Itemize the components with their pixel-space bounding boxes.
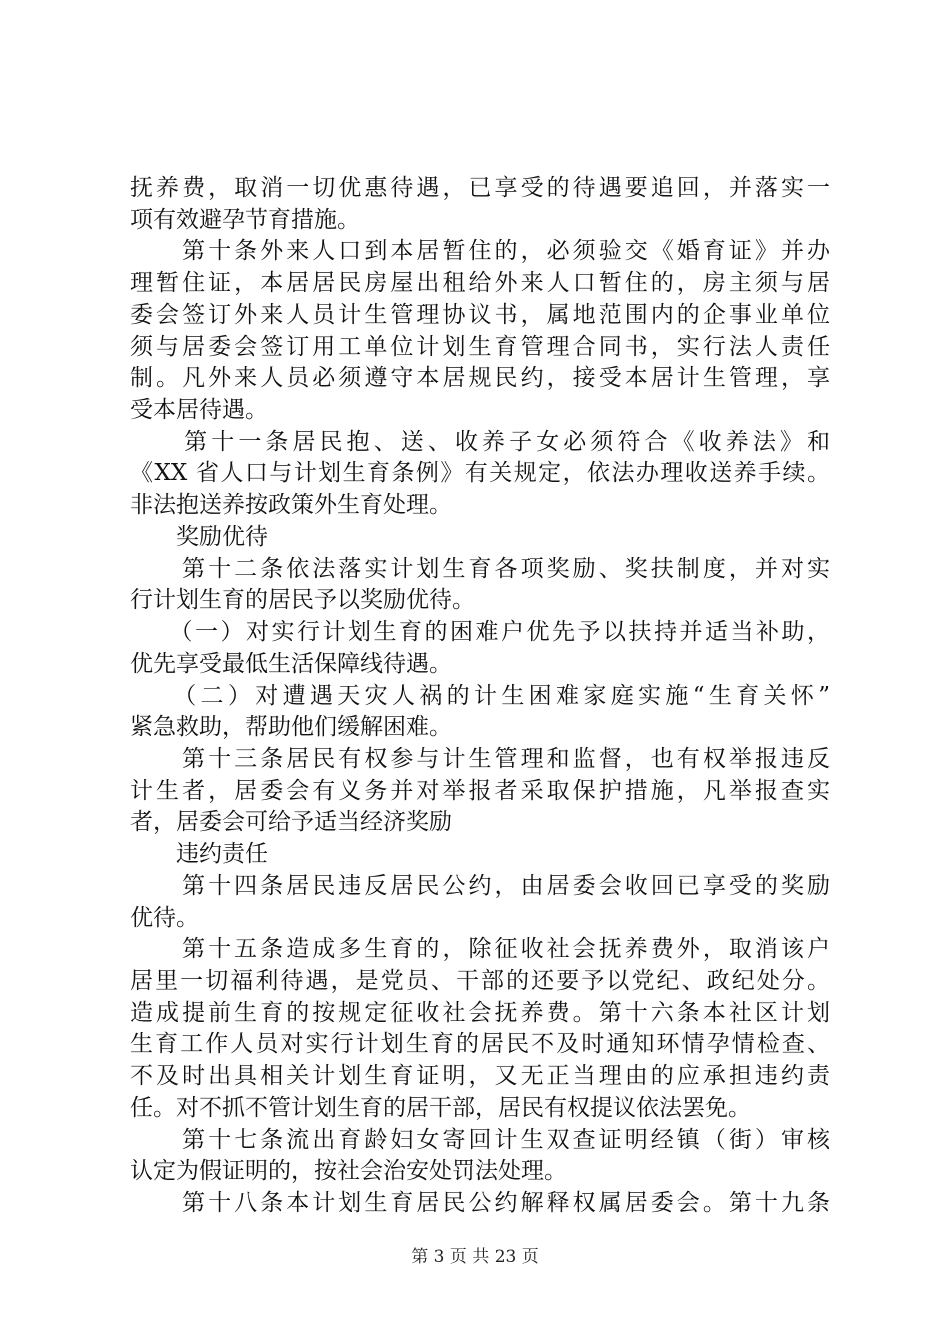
page-number: 第 3 页 共 23 页 <box>411 1247 539 1267</box>
body-line: 委会签订外来人员计生管理协议书，属地范围内的企事业单位 <box>130 302 830 328</box>
body-line: 造成提前生育的按规定征收社会抚养费。第十六条本社区计划 <box>130 1000 830 1026</box>
body-line: 者，居委会可给予适当经济奖励 <box>130 809 452 835</box>
body-line: 居里一切福利待遇，是党员、干部的还要予以党纪、政纪处分。 <box>130 968 830 994</box>
body-line: 非法抱送养按政策外生育处理。 <box>130 492 452 518</box>
body-line: 生育工作人员对实行计划生育的居民不及时通知环情孕情检查、 <box>130 1031 830 1057</box>
body-line: 受本居待遇。 <box>130 397 268 423</box>
body-line: 第十四条居民违反居民公约，由居委会收回已享受的奖励 <box>130 873 830 899</box>
body-line: 第十八条本计划生育居民公约解释权属居委会。第十九条 <box>130 1190 830 1216</box>
body-line: 须与居委会签订用工单位计划生育管理合同书，实行法人责任 <box>130 334 830 360</box>
body-line: 第十一条居民抱、送、收养子女必须符合《收养法》和 <box>130 429 830 455</box>
body-line: 行计划生育的居民予以奖励优待。 <box>130 587 475 613</box>
body-line: 第十五条造成多生育的，除征收社会抚养费外，取消该户 <box>130 936 830 962</box>
body-line: 第十七条流出育龄妇女寄回计生双查证明经镇（街）审核 <box>130 1127 830 1153</box>
body-line: 紧急救助，帮助他们缓解困难。 <box>130 714 452 740</box>
body-line: 不及时出具相关计划生育证明，又无正当理由的应承担违约责 <box>130 1063 830 1089</box>
body-line: 制。凡外来人员必须遵守本居规民约，接受本居计生管理，享 <box>130 365 830 391</box>
body-line: 抚养费，取消一切优惠待遇，已享受的待遇要追回，并落实一 <box>130 175 830 201</box>
body-line: 第十条外来人口到本居暂住的，必须验交《婚育证》并办 <box>130 238 830 264</box>
section-heading: 违约责任 <box>130 841 268 867</box>
body-line: 计生者，居委会有义务并对举报者采取保护措施，凡举报查实 <box>130 778 830 804</box>
section-heading: 奖励优待 <box>130 524 268 550</box>
body-line: 优待。 <box>130 905 199 931</box>
body-line: 项有效避孕节育措施。 <box>130 207 360 233</box>
body-line: 《XX 省人口与计划生育条例》有关规定，依法办理收送养手续。 <box>130 460 830 486</box>
body-line: 第十二条依法落实计划生育各项奖励、奖扶制度，并对实 <box>130 556 830 582</box>
body-line: 第十三条居民有权参与计生管理和监督，也有权举报违反 <box>130 746 830 772</box>
body-line: （一）对实行计划生育的困难户优先予以扶持并适当补助， <box>130 619 830 645</box>
body-line: 任。对不抓不管计划生育的居干部，居民有权提议依法罢免。 <box>130 1095 751 1121</box>
body-line: 理暂住证，本居居民房屋出租给外来人口暂住的，房主须与居 <box>130 270 830 296</box>
body-line: （二）对遭遇天灾人祸的计生困难家庭实施“生育关怀” <box>130 683 830 709</box>
body-line: 优先享受最低生活保障线待遇。 <box>130 651 452 677</box>
body-line: 认定为假证明的，按社会治安处罚法处理。 <box>130 1158 567 1184</box>
